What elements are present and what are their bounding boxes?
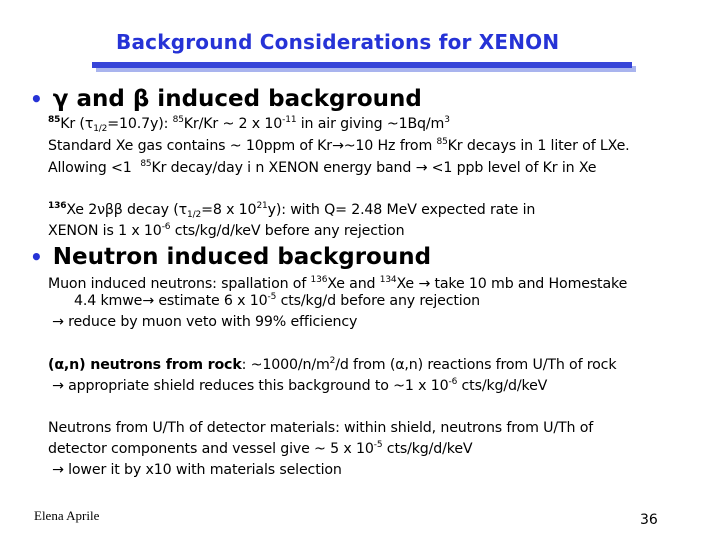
rock-sup: 2 xyxy=(329,356,336,366)
heading-text: γ and β induced background xyxy=(52,86,422,112)
muon-line-1 xyxy=(48,276,627,292)
kr-sup-a: 85 xyxy=(172,115,184,125)
kr-text-a: =10.7y): xyxy=(107,116,173,132)
det-text-a: : within shield, neutrons from U/Th of xyxy=(335,420,594,436)
det2-text-b: cts/kg/d/keV xyxy=(382,441,473,457)
muon2-text-b: cts/kg/d before any rejection xyxy=(276,293,480,309)
xe2-text-a: XENON is 1 x 10 xyxy=(48,223,162,239)
xe-label: Xe 2νββ decay (τ xyxy=(66,202,188,218)
muon-sup-a: 136 xyxy=(310,275,328,285)
footer-author: Elena Aprile xyxy=(34,508,100,523)
kr3-text-b: Kr decay/day i n XENON energy band → <1 ppb level of Kr in Xe xyxy=(151,160,597,176)
xe-text-b: y): with Q= 2.48 MeV expected rate in xyxy=(267,202,536,218)
rock2-text-b: cts/kg/d/keV xyxy=(457,378,548,394)
rock2-sup: -6 xyxy=(448,377,458,387)
rock-line-2 xyxy=(52,378,547,394)
det2-text-a: detector components and vessel give ~ 5 x 10 xyxy=(48,441,374,457)
kr-sup-c: 3 xyxy=(444,115,450,125)
rock-text-b: /d from (α,n) reactions from U/Th of rock xyxy=(335,357,617,373)
kr2-sup: 85 xyxy=(436,137,448,147)
slide-title: Background Considerations for XENON xyxy=(116,30,560,54)
title-underline xyxy=(92,62,632,68)
rock-line-1 xyxy=(48,357,616,373)
heading-text: Neutron induced background xyxy=(52,244,432,270)
xe-sup: 21 xyxy=(256,201,268,211)
kr-label: Kr (τ xyxy=(60,116,94,132)
kr-isotope-number: 85 xyxy=(48,115,61,125)
xe2-text-b: cts/kg/d/keV before any rejection xyxy=(170,223,405,239)
section-heading-gamma-beta xyxy=(30,86,422,112)
det-heading: Neutrons from U/Th of detector materials xyxy=(48,420,336,436)
xe-text-a: =8 x 10 xyxy=(201,202,257,218)
kr3-sup: 85 xyxy=(140,159,152,169)
xe2-sup: -6 xyxy=(161,222,171,232)
muon-line-2 xyxy=(74,293,480,309)
kr-text-c: in air giving ~1Bq/m xyxy=(296,116,445,132)
muon-sup-b: 134 xyxy=(379,275,397,285)
kr2-text-b: Kr decays in 1 liter of LXe. xyxy=(447,138,630,154)
kr3-text-a: Allowing <1 xyxy=(48,160,141,176)
rock2-text-a: → appropriate shield reduces this background to ~1 x 10 xyxy=(52,378,449,394)
det-line-1 xyxy=(48,420,593,436)
xe-isotope-number: 136 xyxy=(48,201,67,211)
bullet-icon: • xyxy=(30,87,43,111)
section-heading-neutron xyxy=(30,244,431,270)
muon-line-3: → reduce by muon veto with 99% efficiency xyxy=(52,314,358,330)
kr-line-3 xyxy=(48,160,596,176)
rock-text-a: : ~1000/n/m xyxy=(241,357,330,373)
xe-tau-sub: 1/2 xyxy=(187,210,202,220)
kr-line-1 xyxy=(48,116,450,132)
kr-sup-b: -11 xyxy=(282,115,297,125)
xe-line-1 xyxy=(48,202,535,218)
det2-sup: -5 xyxy=(373,440,383,450)
muon-text-b: Xe and xyxy=(327,276,380,292)
kr-text-b: Kr/Kr ~ 2 x 10 xyxy=(183,116,283,132)
kr-tau-sub: 1/2 xyxy=(93,124,108,134)
det-line-3: → lower it by x10 with materials selection xyxy=(52,462,342,478)
muon-text-c: Xe → take 10 mb and Homestake xyxy=(396,276,628,292)
kr-line-2 xyxy=(48,138,630,154)
bullet-icon: • xyxy=(30,245,43,269)
muon2-text-a: 4.4 kmwe→ estimate 6 x 10 xyxy=(74,293,268,309)
kr2-text-a: Standard Xe gas contains ~ 10ppm of Kr→~10 Hz from xyxy=(48,138,437,154)
muon-text-a: : spallation of xyxy=(212,276,311,292)
page-number: 36 xyxy=(640,512,658,528)
xe-line-2 xyxy=(48,223,404,239)
muon-heading: Muon induced neutrons xyxy=(48,276,213,292)
rock-heading: (α,n) neutrons from rock xyxy=(48,357,242,373)
muon2-sup: -5 xyxy=(267,292,277,302)
det-line-2 xyxy=(48,441,472,457)
